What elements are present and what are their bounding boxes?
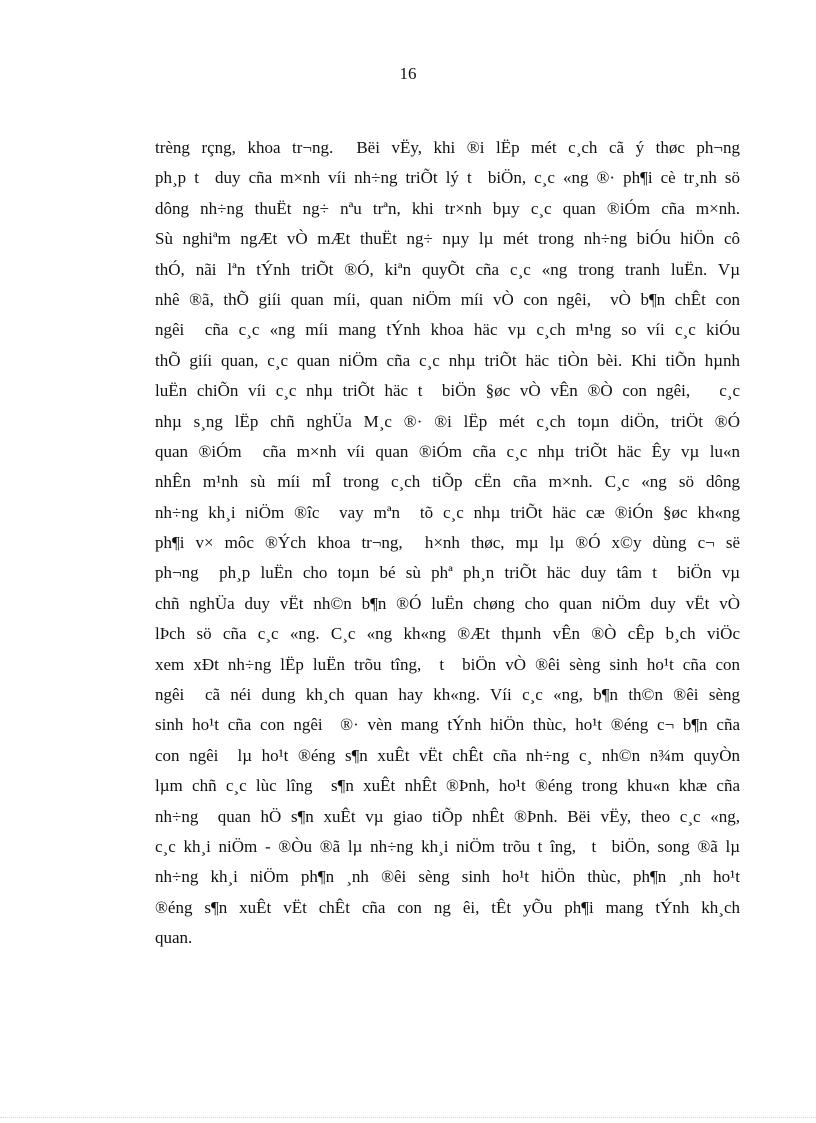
text-line: luËn chiÕn víi c¸c nhµ triÕt häc t biÖn §øc vÒ vÊn ®Ò con ngêi, c¸c <box>155 381 740 401</box>
text-line: thÕ giíi quan, c¸c quan niÖm cña c¸c nhµ triÕt häc tiÒn bèi. Khi tiÕn hµnh <box>155 350 740 370</box>
text-line: xem xÐt nh÷ng lËp luËn trõu tîng, t biÖn vÒ ®êi sèng sinh ho¹t cña con <box>155 654 740 674</box>
text-line: quan. <box>155 928 193 948</box>
text-line: dông nh÷ng thuËt ng÷ nªu trªn, khi tr×nh bµy c¸c quan ®iÓm cña m×nh. <box>155 198 740 218</box>
text-line: ®éng s¶n xuÊt vËt chÊt cña con ng êi, tÊt yÕu ph¶i mang tÝnh kh¸ch <box>155 897 740 917</box>
text-line: Sù nghiªm ngÆt vÒ mÆt thuËt ng÷ nµy lµ mét trong nh÷ng biÓu hiÖn cô <box>155 229 740 249</box>
text-line: con ngêi lµ ho¹t ®éng s¶n xuÊt vËt chÊt cña nh÷ng c¸ nh©n n¾m quyÒn <box>155 745 740 765</box>
text-line: nhµ s¸ng lËp chñ nghÜa M¸c ®· ®i lËp mét c¸ch toµn diÖn, triÖt ®Ó <box>155 411 740 431</box>
text-line: thÓ, nãi lªn tÝnh triÕt ®Ó, kiªn quyÕt cña c¸c «ng trong tranh luËn. Vµ <box>155 259 740 279</box>
text-line: lµm chñ c¸c lùc lîng s¶n xuÊt nhÊt ®Þnh, ho¹t ®éng trong khu«n khæ cña <box>155 776 740 796</box>
text-line: nh÷ng quan hÖ s¶n xuÊt vµ giao tiÕp nhÊt ®Þnh. Bëi vËy, theo c¸c «ng, <box>155 806 740 826</box>
text-line: ph¸p t duy cña m×nh víi nh÷ng triÕt lý t biÖn, c¸c «ng ®· ph¶i cè tr¸nh sö <box>155 168 740 188</box>
body-paragraph <box>155 133 740 954</box>
page-number: 16 <box>399 64 417 83</box>
text-line: ph¬ng ph¸p luËn cho toµn bé sù phª ph¸n triÕt häc duy tâm t biÖn vµ <box>155 563 740 583</box>
text-line: quan ®iÓm cña m×nh víi quan ®iÓm cña c¸c nhµ triÕt häc Êy vµ lu«n <box>155 441 740 461</box>
text-line: ph¶i v× môc ®Ých khoa tr¬ng, h×nh thøc, mµ lµ ®Ó x©y dùng c¬ së <box>155 533 740 553</box>
page-bottom-divider <box>0 1117 816 1118</box>
text-line: ngêi cã néi dung kh¸ch quan hay kh«ng. Víi c¸c «ng, b¶n th©n ®êi sèng <box>155 685 740 705</box>
text-line: nh÷ng kh¸i niÖm ph¶n ¸nh ®êi sèng sinh ho¹t hiÖn thùc, ph¶n ¸nh ho¹t <box>155 867 740 887</box>
text-line: ngêi cña c¸c «ng míi mang tÝnh khoa häc vµ c¸ch m¹ng so víi c¸c kiÓu <box>155 320 740 340</box>
text-line: sinh ho¹t cña con ngêi ®· vèn mang tÝnh hiÖn thùc, ho¹t ®éng c¬ b¶n cña <box>155 715 740 735</box>
text-line: lÞch sö cña c¸c «ng. C¸c «ng kh«ng ®Æt thµnh vÊn ®Ò cÊp b¸ch viÖc <box>155 624 740 644</box>
text-line: trèng rçng, khoa tr¬ng. Bëi vËy, khi ®i lËp mét c¸ch cã ý thøc ph¬ng <box>155 138 740 157</box>
text-line: nh÷ng kh¸i niÖm ®îc vay mªn tõ c¸c nhµ triÕt häc cæ ®iÓn §øc kh«ng <box>155 502 740 522</box>
text-line: c¸c kh¸i niÖm - ®Òu ®ã lµ nh÷ng kh¸i niÖm trõu t îng, t biÖn, song ®ã lµ <box>155 836 740 856</box>
text-line: chñ nghÜa duy vËt nh©n b¶n ®Ó luËn chøng cho quan niÖm duy vËt vÒ <box>155 593 740 613</box>
text-line: nhê ®ã, thÕ giíi quan míi, quan niÖm míi vÒ con ngêi, vÒ b¶n chÊt con <box>155 289 740 309</box>
text-line: nhÊn m¹nh sù míi mÎ trong c¸ch tiÕp cËn cña m×nh. C¸c «ng sö dông <box>155 472 740 492</box>
